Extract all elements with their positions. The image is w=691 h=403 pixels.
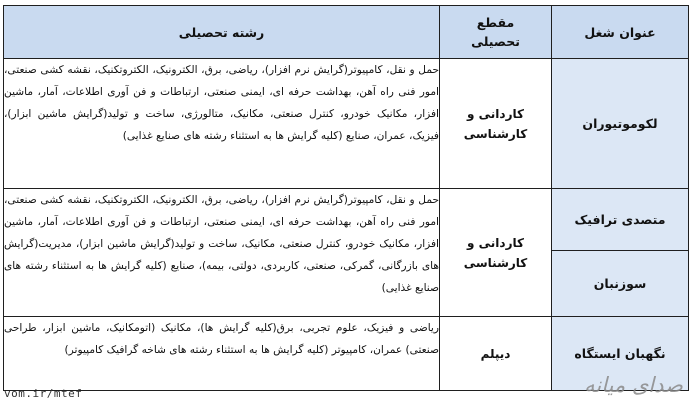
header-job-title: عنوان شغل [552, 6, 689, 59]
level-cell [440, 189, 552, 317]
fields-cell: حمل و نقل، کامپیوتر(گرایش نرم افزار)، ریاضی، برق، الکترونیک، الکتروتکنیک، نقشه کشی صنعتی، امور فنی راه آهن، بهداشت حرفه ای، ایمنی صنعتی، ارتباطات و فن آوری اطلاعات، آمار، ماشین افزار، مکانیک خودرو، کنترل صنعتی، مکانیک، متالورژی، ساخت و تولید(گرایش ماشین ابزار)، فیزیک، عمران، صنایع (کلیه گرایش ها به استثناء رشته های صنایع غذایی) [4, 59, 440, 189]
table-row [4, 189, 689, 251]
job-title-cell: سوزنبان [552, 251, 689, 317]
level-cell: دیپلم [440, 317, 552, 391]
source-url: vom.ir/mtef [4, 387, 83, 400]
header-level-text: مقطع تحصیلی [471, 15, 520, 49]
job-title-cell: متصدی ترافیک [552, 189, 689, 251]
jobs-table [3, 5, 689, 391]
level-text: کاردانی و کارشناسی [463, 106, 528, 141]
header-fields: رشته تحصیلی [4, 6, 440, 59]
table-row [4, 59, 689, 189]
table-header-row [4, 6, 689, 59]
job-title-cell: لکوموتیوران [552, 59, 689, 189]
header-level [440, 6, 552, 59]
watermark-logo: صدای میانه [584, 373, 683, 397]
level-text: کاردانی و کارشناسی [463, 235, 528, 270]
level-cell [440, 59, 552, 189]
fields-cell: حمل و نقل، کامپیوتر(گرایش نرم افزار)، ریاضی، برق، الکترونیک، الکتروتکنیک، نقشه کشی صنعتی، امور فنی راه آهن، بهداشت حرفه ای، ایمنی صنعتی، ارتباطات و فن آوری اطلاعات، آمار، ماشین افزار، مکانیک خودرو، کنترل صنعتی، مکانیک، ساخت و تولید(گرایش ماشین ابزار)، مدیریت(گرایش های بازرگانی، گمرکی، صنعتی، کاربردی، دولتی، بیمه)، صنایع (کلیه گرایش ها به استثناء رشته های صنایع غذایی) [4, 189, 440, 317]
fields-cell: ریاضی و فیزیک، علوم تجربی، برق(کلیه گرایش ها)، مکانیک (اتومکانیک، ماشین ابزار، طراحی صنعتی) عمران، کامپیوتر (کلیه گرایش ها به استثناء رشته های شاخه گرافیک کامپیوتر) [4, 317, 440, 391]
job-title-cell: نگهبان ایستگاه [552, 317, 689, 391]
